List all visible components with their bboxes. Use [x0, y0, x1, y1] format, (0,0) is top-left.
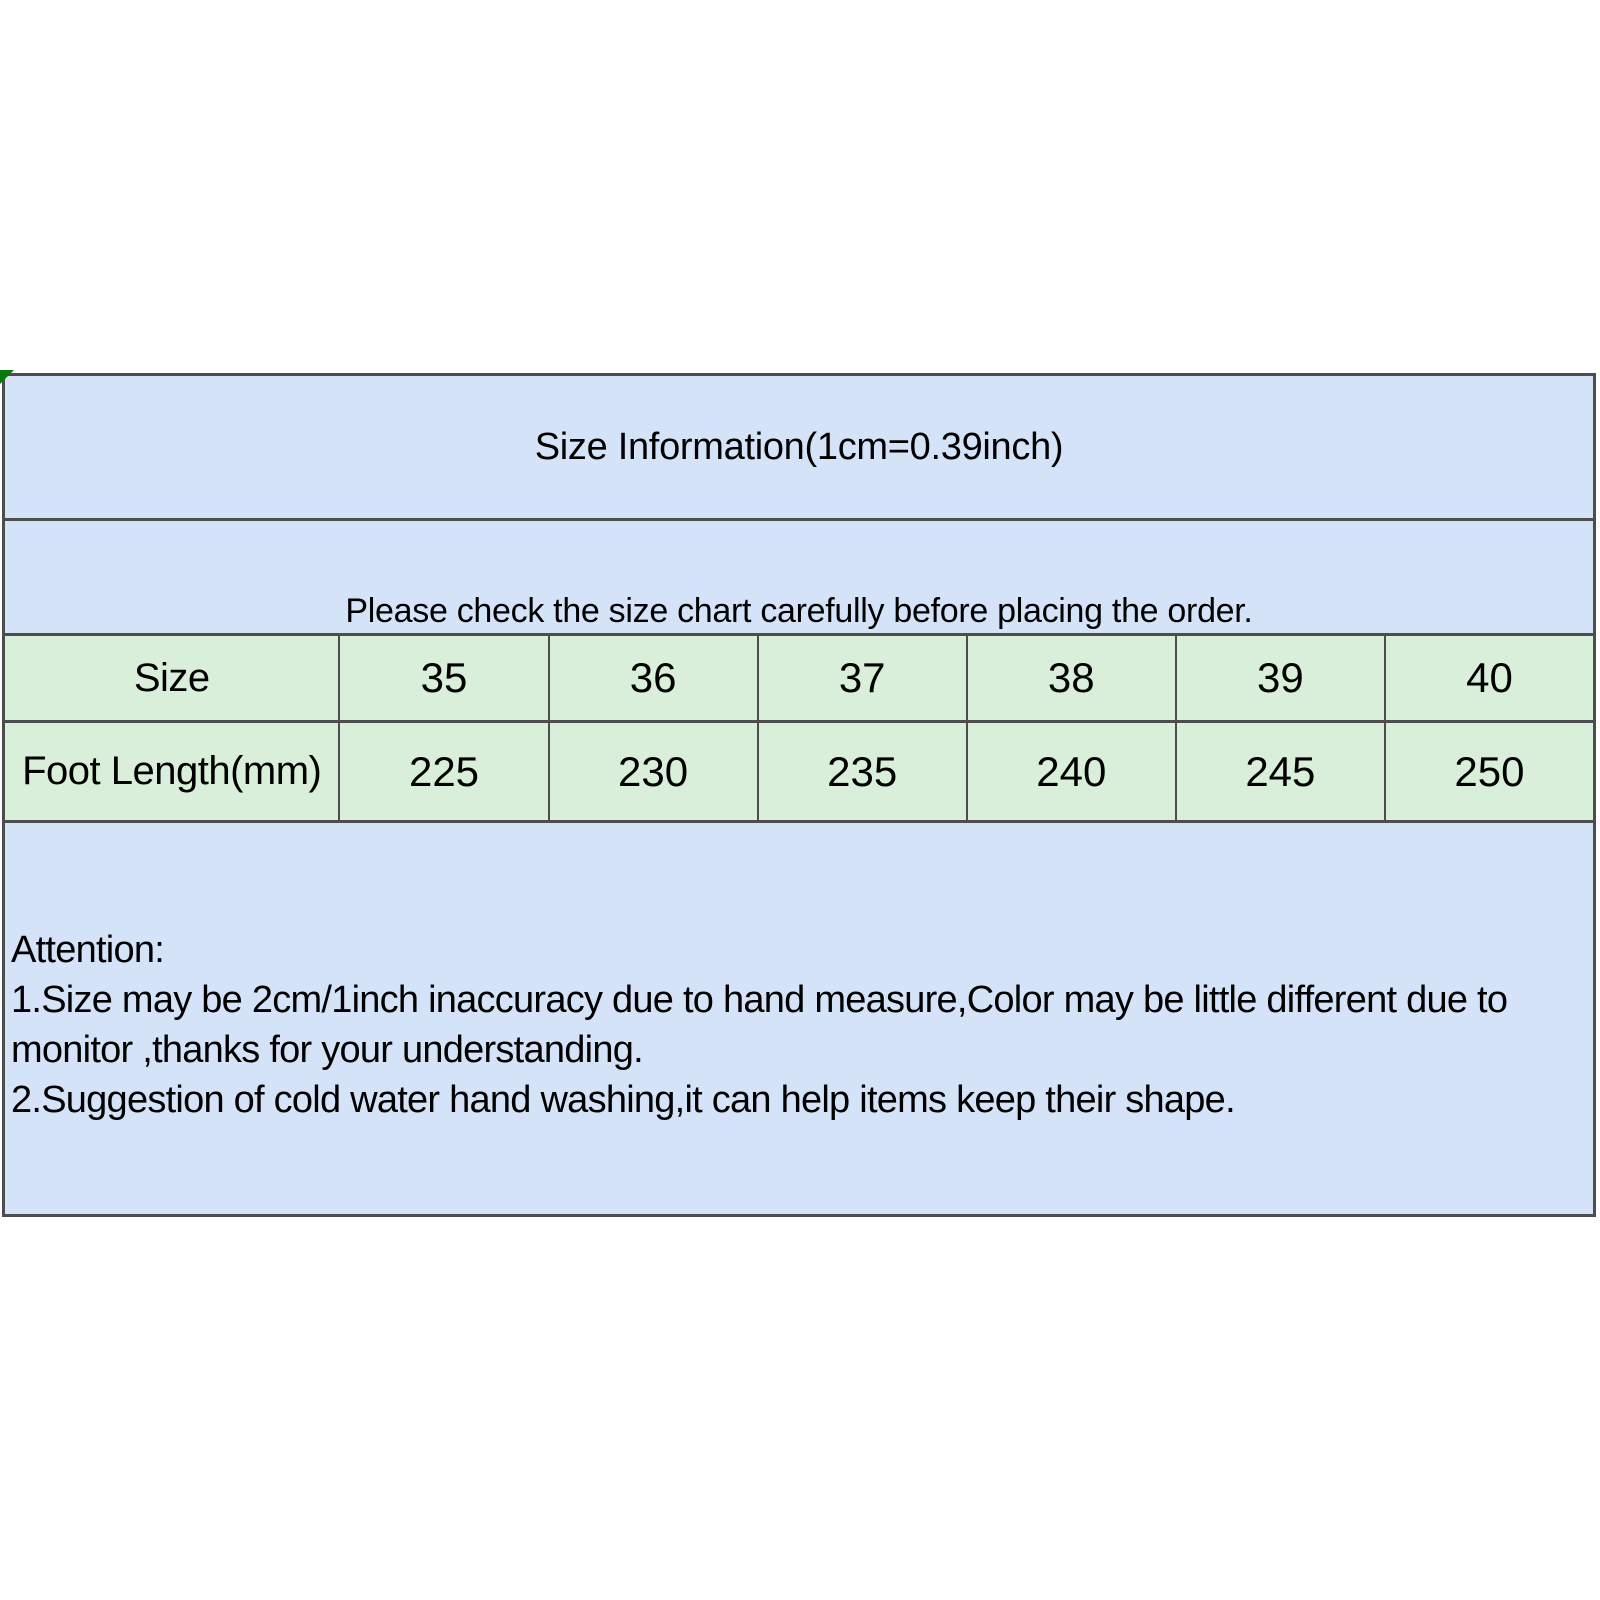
size-value-cell: 37 — [757, 636, 966, 720]
size-value-cell: 40 — [1384, 636, 1593, 720]
foot-length-row — [5, 720, 1593, 820]
foot-length-value-cell: 250 — [1384, 723, 1593, 820]
foot-length-label-cell: Foot Length(mm) — [22, 749, 322, 793]
foot-length-value-cell: 230 — [548, 723, 757, 820]
attention-heading: Attention: — [11, 929, 165, 971]
attention-note-1: 1.Size may be 2cm/1inch inaccuracy due to hand measure,Color may be little different due to — [11, 979, 1508, 1021]
foot-length-value-cell: 245 — [1175, 723, 1384, 820]
size-value-cell: 35 — [338, 636, 547, 720]
size-value-cell: 36 — [548, 636, 757, 720]
size-header-row — [5, 633, 1593, 720]
size-chart-table — [2, 373, 1596, 1217]
subtitle-row — [5, 518, 1593, 633]
table-subtitle: Please check the size chart carefully before placing the order. — [345, 592, 1253, 630]
attention-section — [5, 820, 1593, 1214]
table-title: Size Information(1cm=0.39inch) — [534, 425, 1064, 468]
size-label-cell: Size — [133, 655, 210, 700]
attention-note-2: 2.Suggestion of cold water hand washing,it can help items keep their shape. — [11, 1079, 1235, 1121]
size-value-cell: 39 — [1175, 636, 1384, 720]
attention-note-1-continued: monitor ,thanks for your understanding. — [11, 1029, 643, 1071]
foot-length-value-cell: 225 — [338, 723, 547, 820]
foot-length-value-cell: 235 — [757, 723, 966, 820]
title-row — [5, 376, 1593, 518]
foot-length-value-cell: 240 — [966, 723, 1175, 820]
corner-marker-icon — [0, 370, 14, 384]
size-value-cell: 38 — [966, 636, 1175, 720]
